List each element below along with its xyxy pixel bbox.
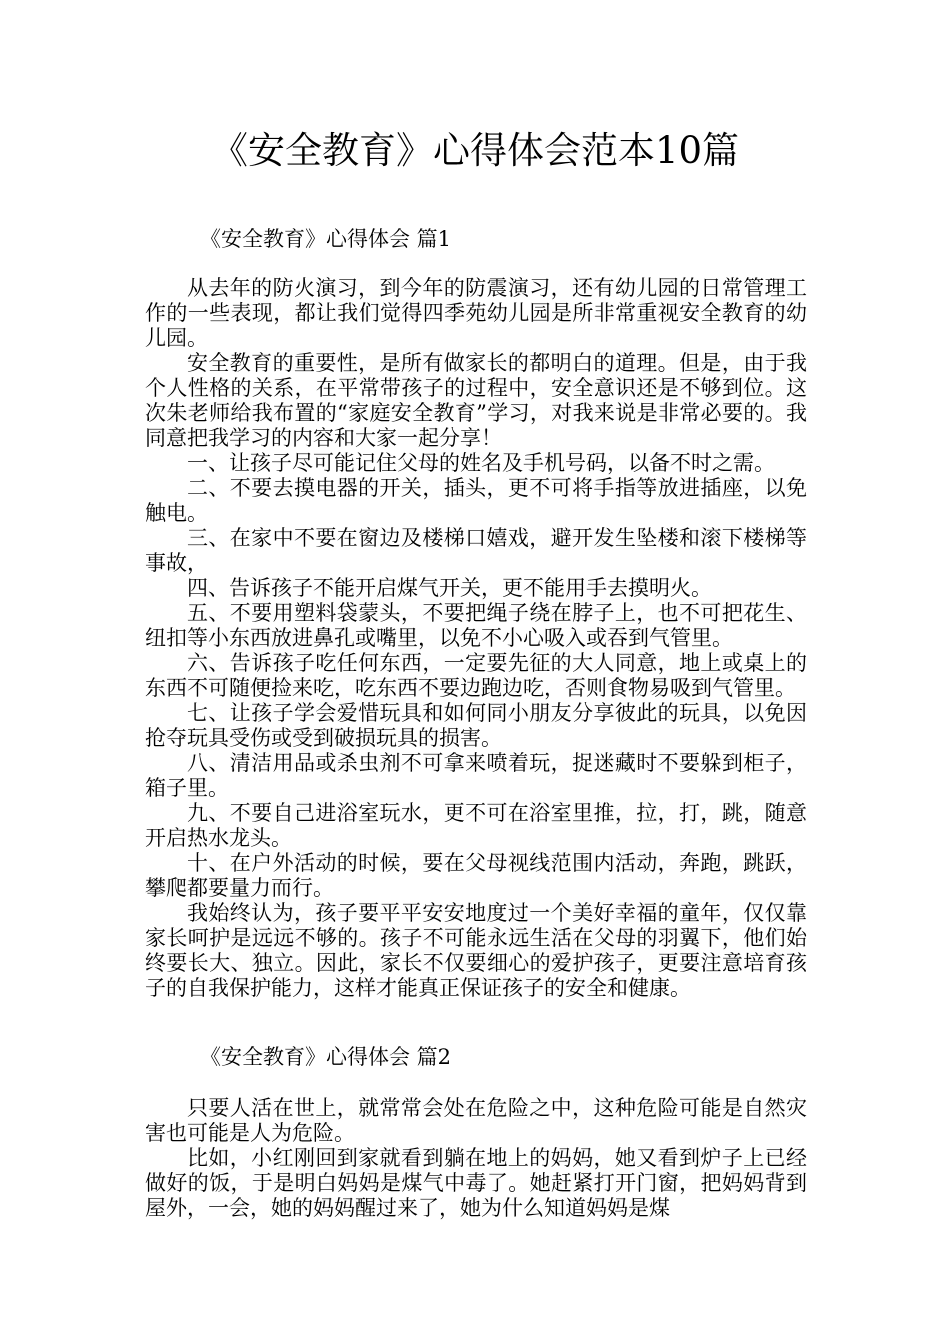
section-heading-2: 《安全教育》心得体会 篇2 xyxy=(200,1045,452,1069)
paragraph: 比如，小红刚回到家就看到躺在地上的妈妈，她又看到炉子上已经做好的饭，于是明白妈妈是煤气中毒了。她赶紧打开门窗，把妈妈背到屋外，一会，她的妈妈醒过来了，她为什么知道妈妈是煤 xyxy=(145,1146,807,1220)
paragraph: 三、在家中不要在窗边及楼梯口嬉戏，避开发生坠楼和滚下楼梯等事故， xyxy=(145,526,807,575)
paragraph: 四、告诉孩子不能开启煤气开关，更不能用手去摸明火。 xyxy=(187,576,712,600)
paragraph: 我始终认为，孩子要平平安安地度过一个美好幸福的童年，仅仅靠家长呵护是远远不够的。孩子不可能永远生活在父母的羽翼下，他们始终要长大、独立。因此，家长不仅要细心的爱护孩子，更要注意培育孩子的自我保护能力，这样才能真正保证孩子的安全和健康。 xyxy=(145,901,807,1000)
paragraph: 一、让孩子尽可能记住父母的姓名及手机号码，以备不时之需。 xyxy=(187,451,775,475)
paragraph: 安全教育的重要性，是所有做家长的都明白的道理。但是，由于我个人性格的关系，在平常带孩子的过程中，安全意识还是不够到位。这次朱老师给我布置的“家庭安全教育”学习，对我来说是非常必要的。我同意把我学习的内容和大家一起分享！ xyxy=(145,351,807,450)
paragraph: 十、在户外活动的时候，要在父母视线范围内活动，奔跑，跳跃，攀爬都要量力而行。 xyxy=(145,851,807,900)
section-2-body xyxy=(145,1096,807,1221)
document-title: 《安全教育》心得体会范本10篇 xyxy=(210,129,740,172)
paragraph: 只要人活在世上，就常常会处在危险之中，这种危险可能是自然灾害也可能是人为危险。 xyxy=(145,1096,807,1145)
paragraph: 九、不要自己进浴室玩水，更不可在浴室里推，拉，打，跳，随意开启热水龙头。 xyxy=(145,801,807,850)
paragraph: 二、不要去摸电器的开关，插头，更不可将手指等放进插座，以免触电。 xyxy=(145,476,807,525)
section-1-body xyxy=(145,276,807,1001)
paragraph: 六、告诉孩子吃任何东西，一定要先征的大人同意，地上或桌上的东西不可随便捡来吃，吃东西不要边跑边吃，否则食物易吸到气管里。 xyxy=(145,651,807,700)
paragraph: 五、不要用塑料袋蒙头，不要把绳子绕在脖子上，也不可把花生、纽扣等小东西放进鼻孔或嘴里，以免不小心吸入或吞到气管里。 xyxy=(145,601,807,650)
paragraph: 从去年的防火演习，到今年的防震演习，还有幼儿园的日常管理工作的一些表现，都让我们觉得四季苑幼儿园是所非常重视安全教育的幼儿园。 xyxy=(145,276,807,350)
paragraph: 七、让孩子学会爱惜玩具和如何同小朋友分享彼此的玩具，以免因抢夺玩具受伤或受到破损玩具的损害。 xyxy=(145,701,807,750)
paragraph: 八、清洁用品或杀虫剂不可拿来喷着玩，捉迷藏时不要躲到柜子，箱子里。 xyxy=(145,751,807,800)
section-heading-1: 《安全教育》心得体会 篇1 xyxy=(200,227,452,251)
